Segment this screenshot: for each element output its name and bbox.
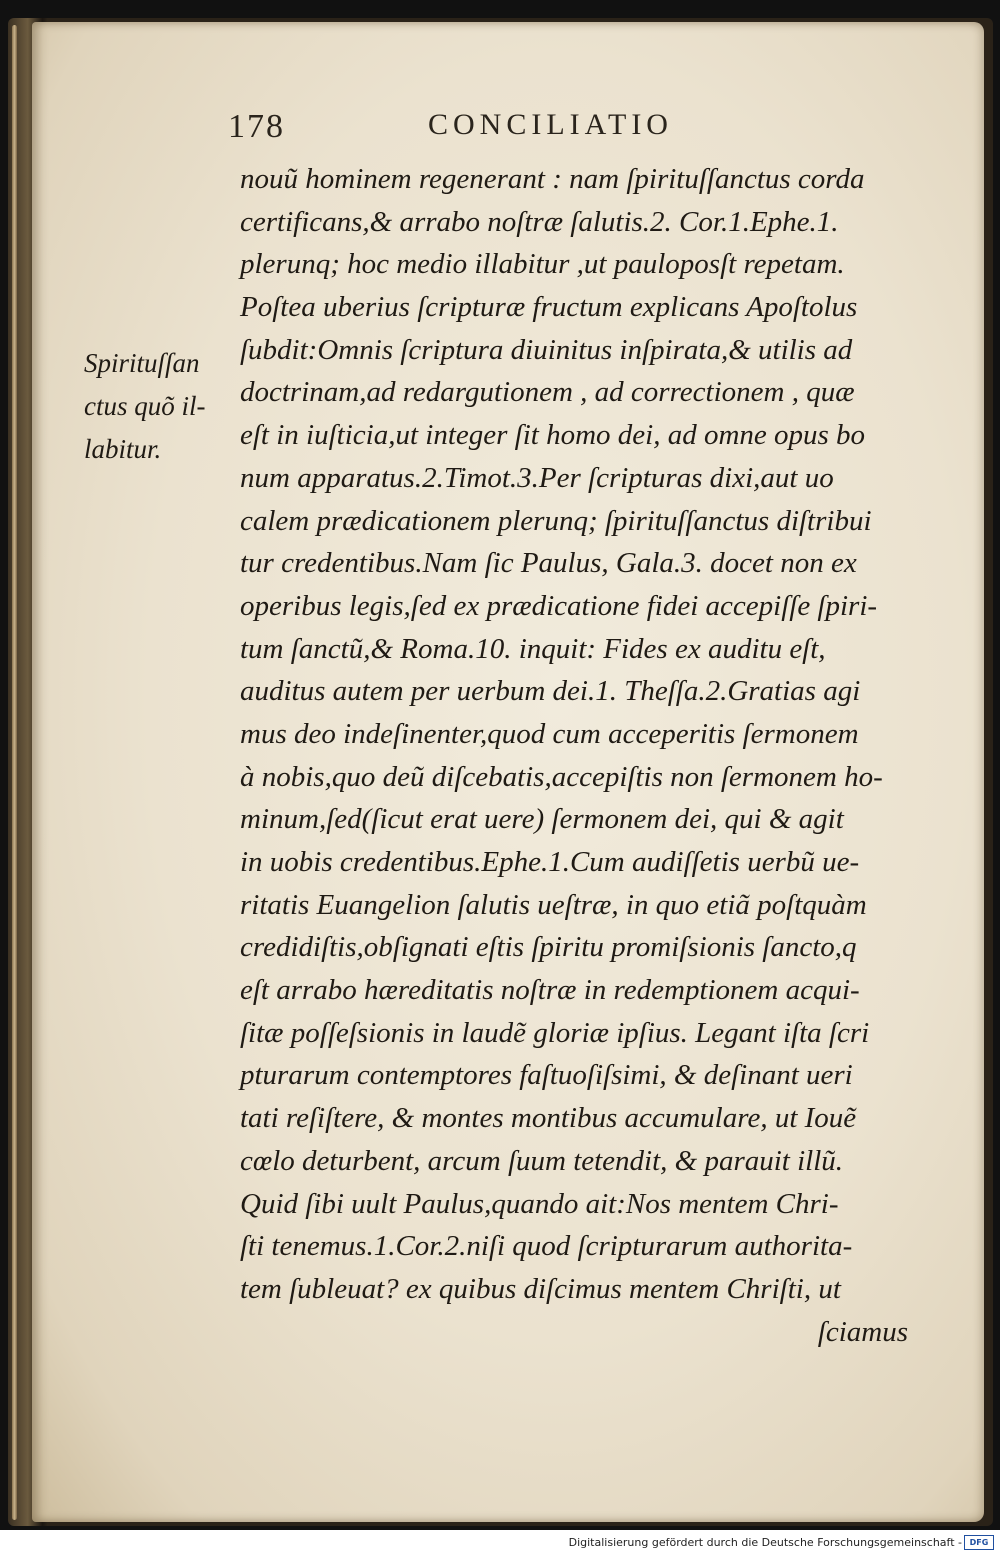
text-line: operibus legis,ſed ex prædicatione fidei accepiſſe ſpiri-: [240, 589, 878, 622]
book-spine: [12, 25, 17, 1520]
text-line: pturarum contemptores faſtuoſiſsimi, & deſinant ueri: [240, 1059, 853, 1092]
catchword: ſciamus: [817, 1315, 908, 1348]
body-text: [240, 158, 930, 1353]
text-line: certificans,& arrabo noſtræ ſalutis.2. Cor.1.Ephe.1.: [240, 205, 839, 238]
margin-note-line: Spirituſſan: [84, 348, 200, 378]
text-line: nouũ hominem regenerant : nam ſpirituſſanctus corda: [240, 163, 865, 195]
footer-bar: [0, 1530, 1000, 1555]
funding-credit: Digitalisierung gefördert durch die Deutsche Forschungsgemeinschaft -: [568, 1536, 962, 1549]
text-line: eſt arrabo hæreditatis noſtræ in redemptionem acqui-: [240, 974, 860, 1007]
margin-note-line: labitur.: [84, 434, 162, 464]
text-line: ſti tenemus.1.Cor.2.niſi quod ſcripturarum authorita-: [240, 1230, 853, 1263]
text-line: ſitæ poſſeſsionis in laudẽ gloriæ ipſius. Legant iſta ſcri: [240, 1016, 870, 1049]
text-line: credidiſtis,obſignati eſtis ſpiritu promiſsionis ſancto,q: [240, 931, 857, 964]
text-line: tum ſanctũ,& Roma.10. inquit: Fides ex auditu eſt,: [240, 632, 826, 665]
text-line: tem ſubleuat? ex quibus diſcimus mentem Chriſti, ut: [240, 1272, 841, 1305]
text-line: ritatis Euangelion ſalutis ueſtræ, in quo etiã poſtquàm: [240, 888, 867, 921]
text-line: doctrinam,ad redargutionem , ad correctionem , quæ: [240, 376, 855, 409]
text-line: Quid ſibi uult Paulus,quando ait:Nos mentem Chri-: [240, 1187, 839, 1220]
text-line: cœlo deturbent, arcum ſuum tetendit, & parauit illũ.: [240, 1144, 844, 1177]
text-line: calem prædicationem plerunq; ſpirituſſanctus diſtribui: [240, 504, 872, 537]
text-line: minum,ſed(ſicut erat uere) ſermonem dei, qui & agit: [240, 803, 844, 836]
text-line: eſt in iuſticia,ut integer ſit homo dei, ad omne opus bo: [240, 419, 866, 452]
text-line: mus deo indeſinenter,quod cum acceperitis ſermonem: [240, 717, 859, 750]
page-number: 178: [228, 108, 285, 145]
margin-note-line: ctus quõ il-: [84, 391, 206, 421]
text-line: ſubdit:Omnis ſcriptura diuinitus inſpirata,& utilis ad: [240, 333, 853, 366]
dfg-logo: DFG: [964, 1535, 994, 1550]
text-line: à nobis,quo deũ diſcebatis,accepiſtis non ſermonem ho-: [240, 760, 883, 793]
text-line: in uobis credentibus.Ephe.1.Cum audiſſetis uerbũ ue-: [240, 846, 860, 878]
text-line: Poſtea uberius ſcripturæ fructum explicans Apoſtolus: [240, 291, 858, 324]
text-line: plerunq; hoc medio illabitur ,ut pauloposſt repetam.: [240, 248, 845, 281]
text-line: num apparatus.2.Timot.3.Per ſcripturas dixi,aut uo: [240, 461, 834, 494]
running-title: CONCILIATIO: [428, 108, 673, 141]
page-header: [0, 108, 1000, 158]
margin-note: [84, 342, 234, 471]
text-line: tati reſiſtere, & montes montibus accumulare, ut Iouẽ: [240, 1102, 857, 1135]
text-line: tur credentibus.Nam ſic Paulus, Gala.3. docet non ex: [240, 547, 857, 580]
text-line: auditus autem per uerbum dei.1. Theſſa.2.Gratias agi: [240, 675, 861, 708]
